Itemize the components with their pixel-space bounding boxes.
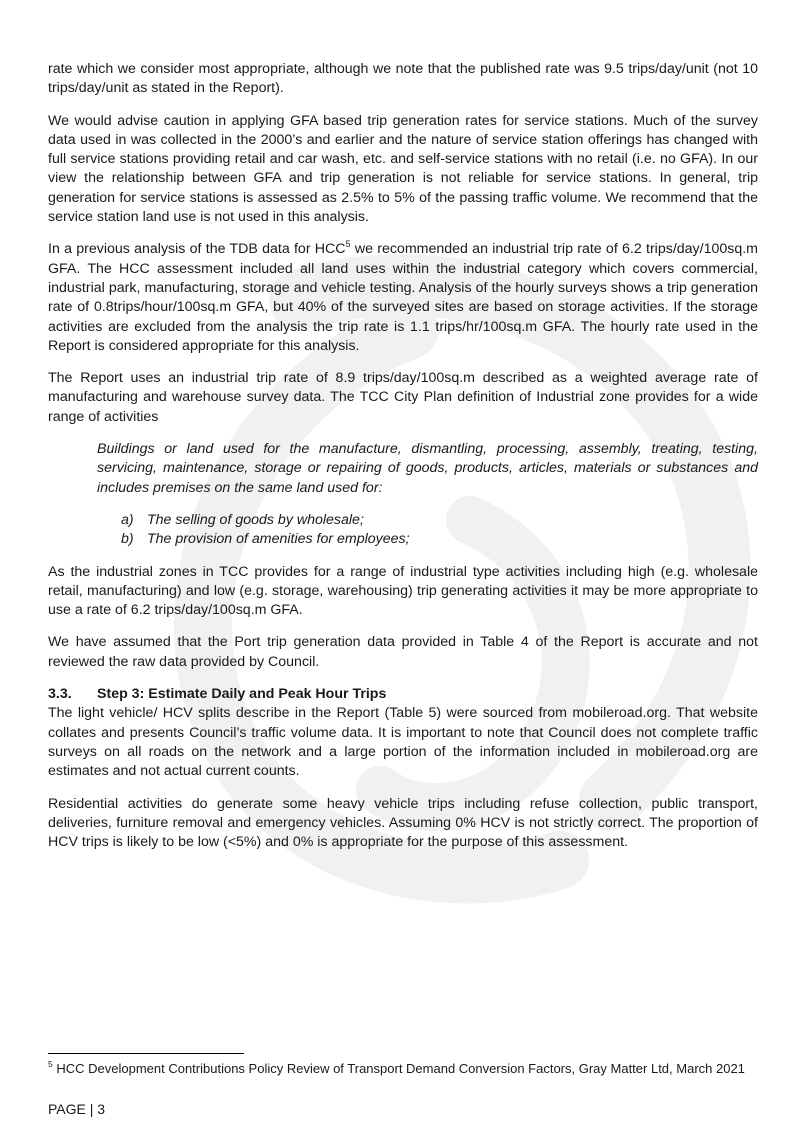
footnote-text: HCC Development Contributions Policy Review of Transport Demand Conversion Factors, Gray Matter Ltd, March 2021 [52,1061,745,1076]
city-plan-quote: Buildings or land used for the manufacture, dismantling, processing, assembly, treating, testing, servicing, maintenance, storage or repairing of goods, products, articles, materials or substances and includes premises on the same land used for: [97,441,758,496]
page-content [48,60,758,865]
footnote-number: 5 [48,1058,53,1069]
paragraph-industrial-rate: The Report uses an industrial trip rate of 8.9 trips/day/100sq.m described as a weighted average rate of manufacturing and warehouse survey data. The TCC City Plan definition of Industrial zone provides for a wide range of activities [48,370,758,425]
list-marker: b) [121,531,134,548]
page-number: PAGE | 3 [48,1101,106,1117]
footnote-reference: 5 [345,238,351,249]
list-item [121,530,758,549]
paragraph-industrial-zones: As the industrial zones in TCC provides for a range of industrial type activities including high (e.g. wholesale retail, manufacturing) and low (e.g. storage, warehousing) trip generating activities it may be more appropriate to use a rate of 6.2 trips/day/100sq.m GFA. [48,563,758,619]
footnote [48,1060,758,1077]
text-run: In a previous analysis of the TDB data for HCC [48,241,346,258]
section-title: Step 3: Estimate Daily and Peak Hour Trips [97,686,387,703]
paragraph-industrial-previous-analysis [48,240,758,356]
paragraph-port-data: We have assumed that the Port trip generation data provided in Table 4 of the Report is accurate and not reviewed the raw data provided by Council. [48,634,758,670]
paragraph-service-stations: We would advise caution in applying GFA based trip generation rates for service stations. Much of the survey data used in was collected in the 2000’s and earlier and the nature of service station offerings has changed with full service stations providing retail and car wash, etc. and self-service stations with no retail (i.e. no GFA). In our view the relationship between GFA and trip generation is not reliable for service stations. In general, trip generation for service stations is assessed as 2.5% to 5% of the passing traffic volume. We recommend that the service station land use is not used in this analysis. [48,112,758,226]
section-number: 3.3. [48,686,72,703]
text-run: we recommended an industrial trip rate of 6.2 trips/day/100sq.m GFA. The HCC assessment included all land uses within the industrial category which covers commercial, industrial park, manufacturing, storage and vehicle testing. Analysis of the hourly surveys shows a trip generation rate of 0.8trips/hour/100sq.m GFA, but 40% of the surveyed sites are based on storage activities. If the storage activities are excluded from the analysis the trip rate is 1.1 trips/hr/100sq.m GFA. The hourly rate used in the Report is considered appropriate for this analysis. [48,241,758,354]
paragraph-residential-rate: rate which we consider most appropriate, although we note that the published rate was 9.5 trips/day/unit (not 10 trips/day/unit as stated in the Report). [48,61,758,97]
section-heading [48,685,758,704]
footnote-divider [48,1053,244,1054]
list-item [121,511,758,530]
list-marker: a) [121,511,134,528]
quote-list [121,511,758,550]
paragraph-heavy-vehicles: Residential activities do generate some heavy vehicle trips including refuse collection, public transport, deliveries, furniture removal and emergency vehicles. Assuming 0% HCV is not strictly correct. The proportion of HCV trips is likely to be low (<5%) and 0% is appropriate for the purpose of this assessment. [48,795,758,851]
list-item-text: The provision of amenities for employees; [147,531,410,548]
list-item-text: The selling of goods by wholesale; [147,511,364,528]
paragraph-vehicle-splits: The light vehicle/ HCV splits describe in the Report (Table 5) were sourced from mobileroad.org. That website collates and presents Council’s traffic volume data. It is important to note that Council does not complete traffic surveys on all roads on the network and a large portion of the information included in mobileroad.org are estimates and not actual current counts. [48,705,758,780]
